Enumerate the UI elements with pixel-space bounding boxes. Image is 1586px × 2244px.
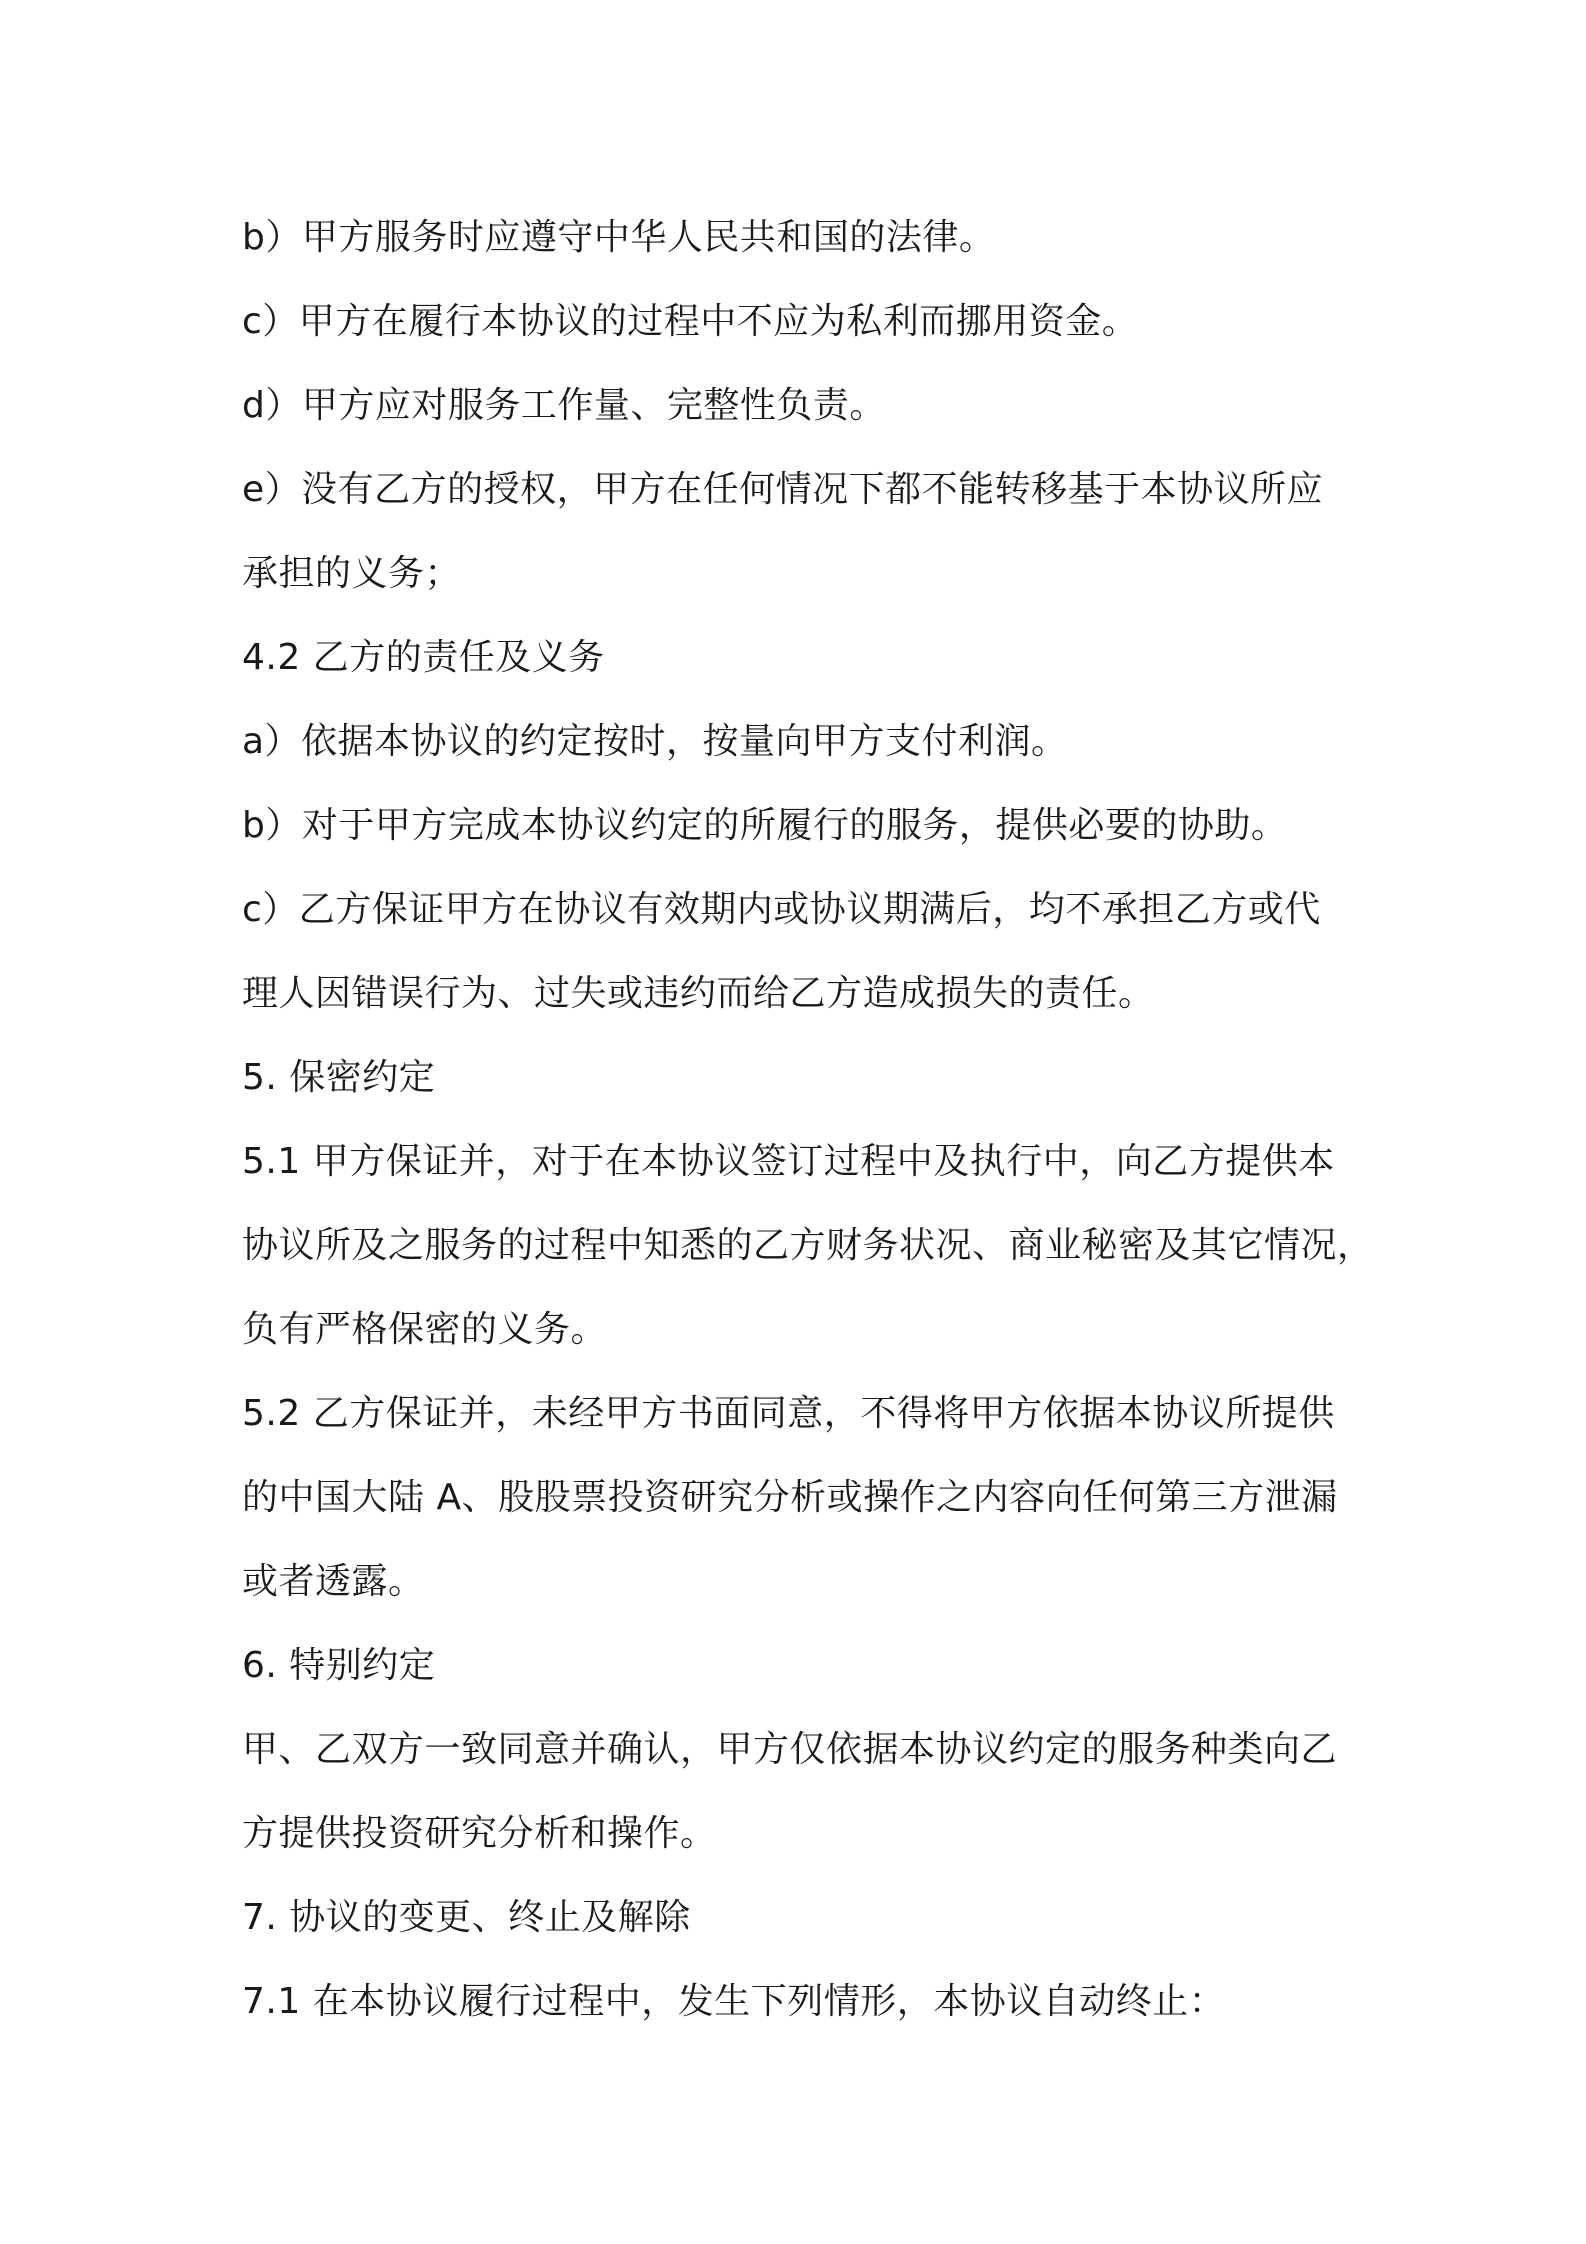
clause-4-2-b: b）对于甲方完成本协议约定的所履行的服务，提供必要的协助。	[242, 805, 1288, 846]
clause-4-1-e-continued: 承担的义务；	[242, 553, 462, 594]
clause-5-1: 5.1 甲方保证并，对于在本协议签订过程中及执行中，向乙方提供本	[242, 1141, 1335, 1182]
document-body	[242, 196, 1402, 2044]
clause-7-1: 7.1 在本协议履行过程中，发生下列情形，本协议自动终止：	[242, 1981, 1226, 2022]
clause-5-1-continued: 协议所及之服务的过程中知悉的乙方财务状况、商业秘密及其它情况，	[242, 1225, 1374, 1266]
clause-4-2-c-continued: 理人因错误行为、过失或违约而给乙方造成损失的责任。	[242, 973, 1155, 1014]
section-4-2-heading: 4.2 乙方的责任及义务	[242, 637, 605, 678]
clause-5-2-continued: 的中国大陆 A、股股票投资研究分析或操作之内容向任何第三方泄漏	[242, 1477, 1338, 1518]
clause-4-1-c: c）甲方在履行本协议的过程中不应为私利而挪用资金。	[242, 301, 1139, 342]
clause-4-1-b: b）甲方服务时应遵守中华人民共和国的法律。	[242, 217, 996, 258]
clause-4-1-d: d）甲方应对服务工作量、完整性负责。	[242, 385, 886, 426]
clause-5-1-end: 负有严格保密的义务。	[242, 1309, 608, 1350]
section-6-text: 甲、乙双方一致同意并确认，甲方仅依据本协议约定的服务种类向乙	[242, 1729, 1338, 1770]
section-6-text-continued: 方提供投资研究分析和操作。	[242, 1813, 717, 1854]
section-7-heading: 7. 协议的变更、终止及解除	[242, 1897, 691, 1938]
clause-5-2: 5.2 乙方保证并，未经甲方书面同意，不得将甲方依据本协议所提供	[242, 1393, 1335, 1434]
clause-5-2-end: 或者透露。	[242, 1561, 425, 1602]
section-6-heading: 6. 特别约定	[242, 1645, 436, 1686]
clause-4-1-e: e）没有乙方的授权，甲方在任何情况下都不能转移基于本协议所应	[242, 469, 1324, 510]
section-5-heading: 5. 保密约定	[242, 1057, 436, 1098]
clause-4-2-a: a）依据本协议的约定按时，按量向甲方支付利润。	[242, 721, 1068, 762]
clause-4-2-c: c）乙方保证甲方在协议有效期内或协议期满后，均不承担乙方或代	[242, 889, 1321, 930]
